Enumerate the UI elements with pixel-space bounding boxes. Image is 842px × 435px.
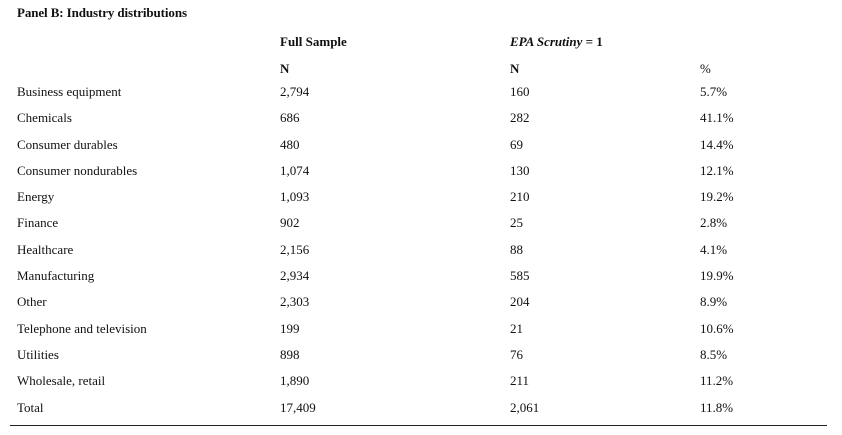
full-sample-n: 898 — [280, 346, 300, 362]
total-label: Total — [17, 399, 44, 415]
full-sample-n: 2,794 — [280, 84, 310, 99]
epa-total: 2,061 — [510, 399, 540, 415]
epa-percent: 10.6% — [700, 320, 734, 336]
industry-name: Consumer nondurables — [17, 162, 138, 178]
epa-scrutiny-header — [510, 34, 603, 50]
table-row — [0, 347, 842, 373]
table-row — [0, 189, 842, 215]
epa-percent: 2.8% — [700, 215, 728, 231]
epa-n-header: N — [510, 61, 520, 76]
percent-header: % — [700, 61, 711, 76]
epa-percent: 41.1% — [700, 110, 734, 126]
epa-n: 69 — [510, 136, 523, 152]
industry-name: Energy — [17, 189, 55, 205]
epa-percent: 8.5% — [700, 346, 728, 362]
epa-n: 282 — [510, 110, 530, 126]
epa-percent: 5.7% — [700, 84, 728, 99]
epa-scrutiny-eq: = 1 — [582, 34, 603, 49]
epa-n: 585 — [510, 268, 530, 284]
epa-total-percent: 11.8% — [700, 399, 734, 415]
full-sample-n: 1,890 — [280, 373, 310, 389]
industry-name: Other — [17, 294, 47, 310]
total-row — [0, 400, 842, 426]
panel-title: Panel B: Industry distributions — [17, 5, 187, 20]
epa-percent: 4.1% — [700, 241, 728, 257]
table-bottom-rule — [10, 425, 827, 426]
epa-percent: 19.9% — [700, 268, 734, 284]
industry-table-body — [0, 84, 842, 426]
industry-name: Utilities — [17, 346, 59, 362]
table-row — [0, 110, 842, 136]
epa-n: 130 — [510, 162, 530, 178]
full-sample-n: 1,093 — [280, 189, 310, 205]
epa-n: 210 — [510, 189, 530, 205]
full-sample-n: 2,303 — [280, 294, 310, 310]
full-sample-total: 17,409 — [280, 399, 316, 415]
industry-name: Telephone and television — [17, 320, 147, 336]
epa-n: 88 — [510, 241, 523, 257]
epa-percent: 12.1% — [700, 162, 734, 178]
epa-scrutiny-label: EPA Scrutiny — [510, 34, 583, 49]
epa-n: 76 — [510, 346, 523, 362]
table-row — [0, 215, 842, 241]
epa-n: 21 — [510, 320, 523, 336]
epa-percent: 8.9% — [700, 294, 728, 310]
epa-percent: 14.4% — [700, 136, 734, 152]
industry-name: Consumer durables — [17, 136, 118, 152]
epa-n: 204 — [510, 294, 530, 310]
table-row — [0, 242, 842, 268]
full-sample-n: 902 — [280, 215, 300, 231]
full-sample-header: Full Sample — [280, 34, 347, 49]
epa-percent: 19.2% — [700, 189, 734, 205]
industry-name: Finance — [17, 215, 59, 231]
industry-name: Manufacturing — [17, 268, 95, 284]
industry-name: Chemicals — [17, 110, 72, 126]
industry-name: Healthcare — [17, 241, 74, 257]
epa-n: 160 — [510, 84, 530, 99]
full-sample-n: 480 — [280, 136, 300, 152]
table-row — [0, 163, 842, 189]
full-sample-n: 686 — [280, 110, 300, 126]
table-row — [0, 373, 842, 399]
table-row — [0, 294, 842, 320]
epa-percent: 11.2% — [700, 373, 734, 389]
full-sample-n: 2,156 — [280, 241, 310, 257]
table-row — [0, 268, 842, 294]
table-row — [0, 137, 842, 163]
full-sample-n: 1,074 — [280, 162, 310, 178]
industry-name: Business equipment — [17, 84, 122, 99]
epa-n: 211 — [510, 373, 530, 389]
industry-name: Wholesale, retail — [17, 373, 106, 389]
table-row — [0, 84, 842, 110]
full-sample-n: 2,934 — [280, 268, 310, 284]
table-row — [0, 321, 842, 347]
epa-n: 25 — [510, 215, 523, 231]
full-sample-n: 199 — [280, 320, 300, 336]
full-sample-n-header: N — [280, 61, 290, 76]
